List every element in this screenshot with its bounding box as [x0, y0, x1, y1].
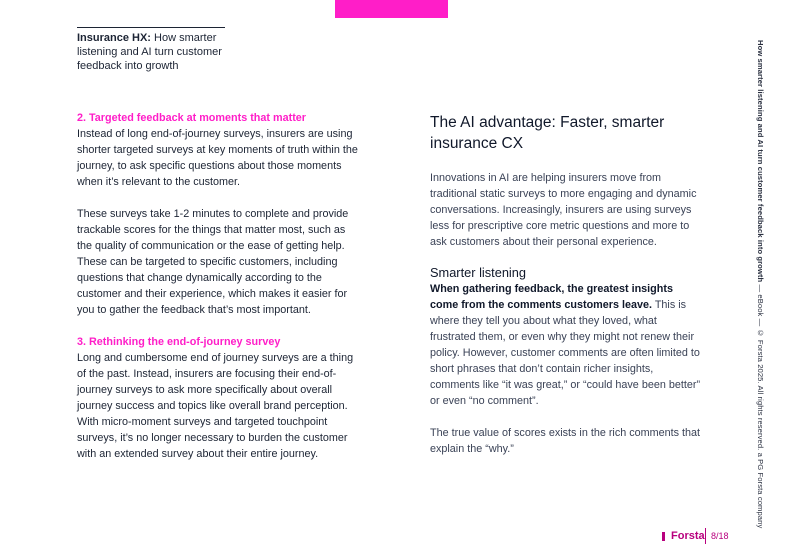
forsta-mark-icon — [662, 532, 669, 541]
smarter-listening-paragraph — [430, 281, 702, 409]
header-rule — [77, 27, 225, 28]
section-3-heading: 3. Rethinking the end-of-journey survey — [77, 336, 281, 348]
ai-advantage-heading: The AI advantage: Faster, smarter insurance CX — [430, 114, 665, 152]
header-title-bold: Insurance HX: — [77, 32, 151, 44]
section-2-paragraph-1: Instead of long end-of-journey surveys, insurers are using shorter targeted surveys at key moments of truth within the journey, to ask specific questions about those moments when it’s relevant to the customer. — [77, 128, 358, 188]
closing-paragraph: The true value of scores exists in the rich comments that explain the “why.” — [430, 427, 701, 455]
page-number: 8/18 — [711, 531, 729, 541]
right-column — [430, 112, 702, 457]
lead-sentence: When gathering feedback, the greatest insights come from the comments customers leave. — [430, 283, 673, 311]
left-column — [77, 110, 359, 462]
vertical-meta: — eBook — © Forsta 2025. All rights reserved. a PG Forsta company — [756, 282, 765, 529]
section-3-paragraph-1: Long and cumbersome end of journey surveys are a thing of the past. Instead, insurers are focusing their end-of-journey surveys to ask more specifically about overall journey success and topics like overall brand perception. With micro-moment surveys and targeted touchpoint surveys, it’s no longer necessary to burden the customer with an extended survey about their entire journey. — [77, 352, 354, 460]
vertical-running-header — [756, 40, 765, 528]
section-2-paragraph-2: These surveys take 1-2 minutes to complete and provide trackable scores for the things that matter most, such as the quality of communication or the ease of getting help. These can be targeted to specific customers, including questions that change dynamically according to the customer and their experience, which makes it easier for you to gather the feedback that’s most important. — [77, 208, 349, 316]
footer-divider — [705, 528, 706, 544]
ai-intro-paragraph: Innovations in AI are helping insurers move from traditional static surveys to more engaging and dynamic conversations. Increasingly, insurers are using surveys less for prescriptive core metric questions and more to ask customers about their personal experience. — [430, 172, 697, 248]
section-2-heading: 2. Targeted feedback at moments that matter — [77, 112, 306, 124]
vertical-title: How smarter listening and AI turn customer feedback into growth — [756, 40, 765, 283]
smarter-listening-heading: Smarter listening — [430, 265, 527, 280]
document-header — [77, 31, 247, 73]
forsta-logo — [662, 530, 705, 542]
lead-rest: This is where they tell you about what they loved, what frustrated them, or even why they might not renew their policy. However, customer comments are often limited to short phrases that don’t contain richer insights, comments like “it was great,” or “could have been better” or even “no comment”. — [430, 299, 701, 407]
top-accent-bar — [335, 0, 448, 18]
forsta-wordmark: Forsta — [671, 530, 705, 542]
header-title-rest: How smarter listening and AI turn customer feedback into growth — [77, 32, 222, 72]
